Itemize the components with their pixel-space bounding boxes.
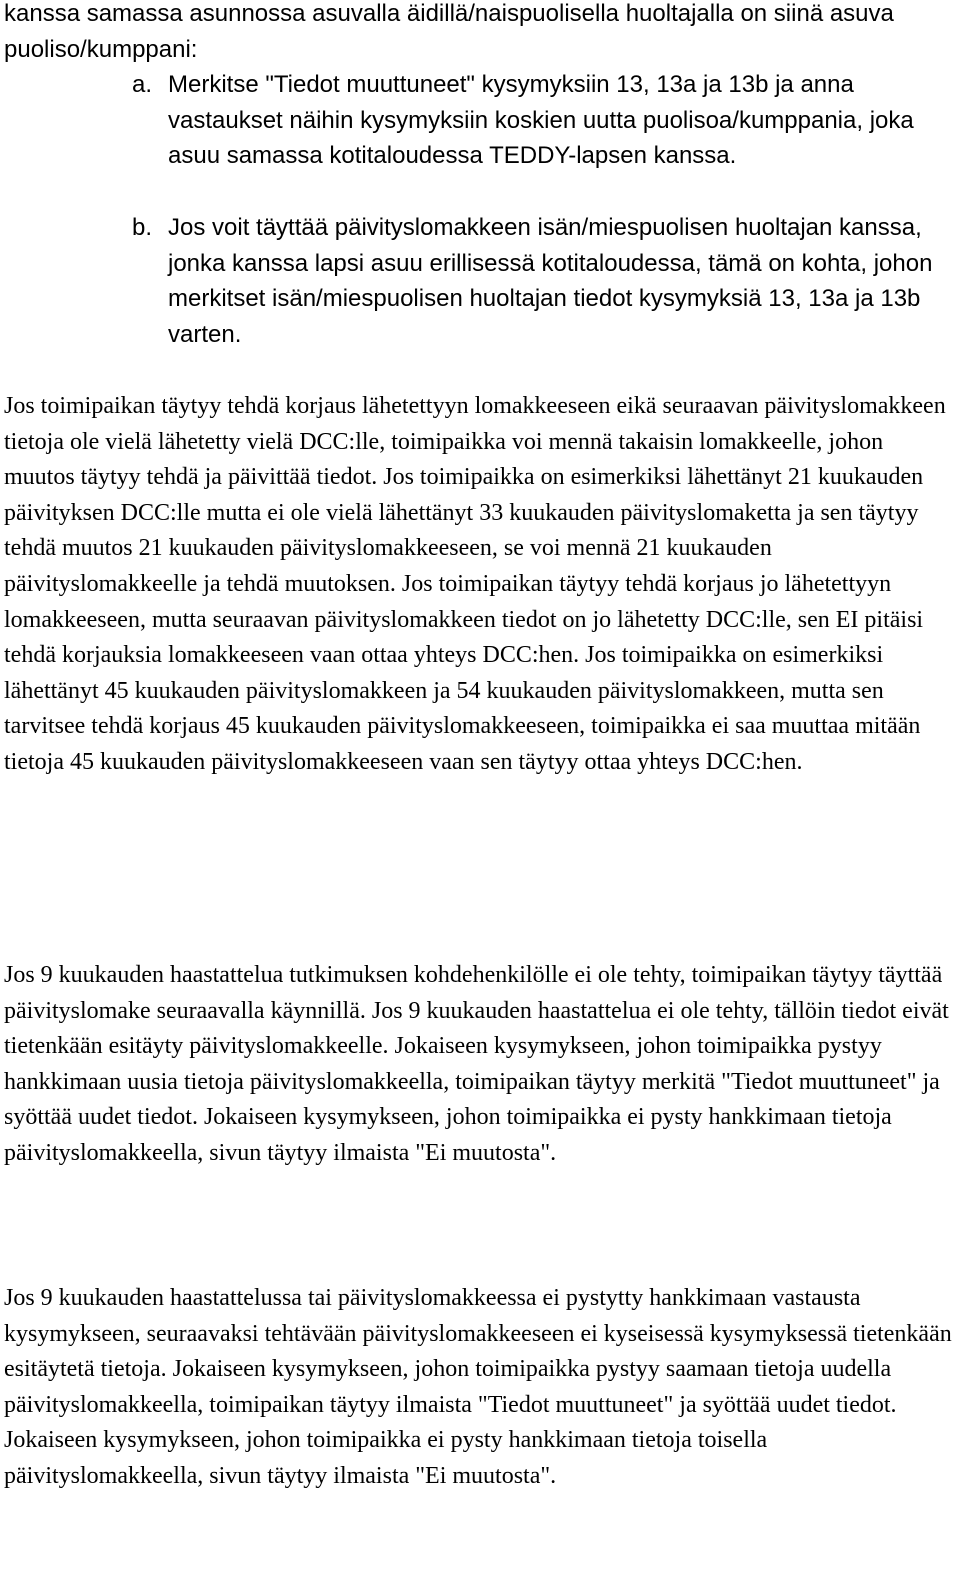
paragraph-9-month-interview: Jos 9 kuukauden haastattelua tutkimuksen kohdehenkilölle ei ole tehty, toimipaikan täytyy täyttää päivityslomake seuraavalla käynnillä. Jos 9 kuukauden haastattelua ei ole tehty, tällöin tiedot eivät tietenkään esitäyty päivityslomakkeelle. Jokaiseen kysymykseen, johon toimipaikka pystyy hankkimaan uusia tietoja päivityslomakkeella, toimipaikan täytyy merkitä "Tiedot muuttuneet" ja syöttää uudet tiedot. Jokaiseen kysymykseen, johon toimipaikka ei pysty hankkimaan tietoja päivityslomakkeella, sivun täytyy ilmaista "Ei muutosta". xyxy=(4,962,949,1166)
paragraph-correction-rules: Jos toimipaikan täytyy tehdä korjaus lähetettyyn lomakkeeseen eikä seuraavan päivityslomakkeen tietoja ole vielä lähetetty vielä DCC:lle, toimipaikka voi mennä takaisin lomakkeelle, johon muutos täytyy tehdä ja päivittää tiedot. Jos toimipaikka on esimerkiksi lähettänyt 21 kuukauden päivityksen DCC:lle mutta ei ole vielä lähettänyt 33 kuukauden päivityslomaketta ja sen täytyy tehdä muutos 21 kuukauden päivityslomakkeeseen, se voi mennä 21 kuukauden päivityslomakkeelle ja tehdä muutoksen. Jos toimipaikan täytyy tehdä korjaus jo lähetettyyn lomakkeeseen, mutta seuraavan päivityslomakkeen tiedot on jo lähetetty DCC:lle, sen EI pitäisi tehdä korjauksia lomakkeeseen vaan ottaa yhteys DCC:hen. Jos toimipaikka on esimerkiksi lähettänyt 45 kuukauden päivityslomakkeen ja 54 kuukauden päivityslomakkeen, mutta sen tarvitsee tehdä korjaus 45 kuukauden päivityslomakkeeseen, toimipaikka ei saa muuttaa mitään tietoja 45 kuukauden päivityslomakkeeseen vaan sen täytyy ottaa yhteys DCC:hen. xyxy=(4,393,946,775)
intro-text: kanssa samassa asunnossa asuvalla äidillä/naispuolisella huoltajalla on siinä asuva puoliso/kumppani: xyxy=(4,0,894,63)
list-marker-b: b. xyxy=(132,214,153,241)
list-item-b-text: Jos voit täyttää päivityslomakkeen isän/miespuolisen huoltajan kanssa, jonka kanssa lapsi asuu erillisessä kotitaloudessa, tämä on kohta, johon merkitset isän/miespuolisen huoltajan tiedot kysymyksiä 13, 13a ja 13b varten. xyxy=(168,214,933,348)
paragraph-missing-answers: Jos 9 kuukauden haastattelussa tai päivityslomakkeessa ei pystytty hankkimaan vastausta kysymykseen, seuraavaksi tehtävään päivityslomakkeeseen ei kyseisessä kysymyksessä tietenkään esitäytetä tietoja. Jokaiseen kysymykseen, johon toimipaikka pystyy saamaan tietoja uudella päivityslomakkeella, toimipaikan täytyy ilmaista "Tiedot muuttuneet" ja syöttää uudet tiedot. Jokaiseen kysymykseen, johon toimipaikka ei pysty hankkimaan tietoja toisella päivityslomakkeella, sivun täytyy ilmaista "Ei muutosta". xyxy=(4,1285,952,1489)
list-item-a-text: Merkitse "Tiedot muuttuneet" kysymyksiin 13, 13a ja 13b ja anna vastaukset näihin kysymyksiin koskien uutta puolisoa/kumppania, joka asuu samassa kotitaloudessa TEDDY-lapsen kanssa. xyxy=(168,71,914,170)
list-item-b xyxy=(132,210,958,352)
list-item-a xyxy=(132,67,958,174)
list-marker-a: a. xyxy=(132,71,153,98)
